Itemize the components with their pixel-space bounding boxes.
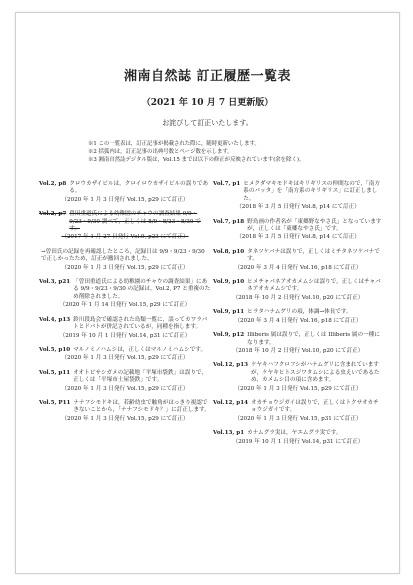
entry-text: ヒメクダマキモドキはキリギリスの仲間なので，「南方系のバッタ」を「南方系のキリギリス」に訂正しました。 (243, 181, 380, 202)
entry-ref: Vol.13, p1 (213, 430, 245, 437)
correction-entry (39, 317, 211, 340)
correction-entry (213, 362, 383, 393)
entry-text: ケヤキハフクロフシがハナムグリに含まれていますが，ケヤキヒトスジワタムシによる虫えいであるため，カメムシ目の項に含めます。 (251, 362, 380, 384)
entry-date: （2018 年 3 月 5 日発行 Vol.8, p14 にて訂正） (236, 234, 360, 241)
page-subtitle: （2021 年 10 月 7 日更新版） (141, 98, 274, 108)
entry-text: 野鳥画の作者名が「東郷野なやさ氏」となっていますが，正しくは「東郷なやさ氏」です。 (247, 218, 382, 233)
entry-text: オカチョウジガイは誤りで，正しくはトクサオカチョウジガイです。 (251, 399, 379, 414)
entry-date: （2020 年 1 月 3 日発行 Vol.15, p29 にて訂正） (61, 196, 189, 203)
entry-date: （2017 年 1 月 27 日発行 Vol.9, p23 にて訂正） (61, 234, 189, 241)
correction-entry (39, 400, 211, 423)
right-column (213, 181, 383, 453)
correction-entry (39, 279, 211, 310)
entry-date: （2020 年 1 月 3 日発行 Vol.15, p29 にて訂正） (234, 385, 362, 392)
entry-ref: Vol.5, P11 (39, 399, 71, 406)
entry-text: ナナフシモドキは，若齢幼虫で触角がはっきり視認できないことから，「ナナフシモドキ？」に訂正します。 (73, 399, 210, 414)
entry-ref: Vol.5, p10 (39, 346, 71, 353)
correction-entry (213, 249, 383, 272)
note-1: ※1 この一覧表は，訂正記事が掲載された際に，随時更新いたします。 (88, 141, 260, 147)
entry-date: （2020 年 1 月 14 日発行 Vol.15, p29 にて訂正） (59, 302, 191, 309)
entry-ref: Vol.7, p1 (213, 181, 241, 187)
entry-ref: Vol.12, p13 (213, 362, 249, 369)
left-column (39, 181, 211, 430)
entry-text: →曽田氏の記録を再確認したところ，記録日は 9/9・9/23・9/30 で正しかったため，訂正が撤回されました。 (41, 248, 205, 263)
entry-text: ヒラタハナムグリの項，体調→体長です。 (247, 309, 352, 316)
entry-text: オオトビサシガメの記載地「平塚市袋鉄」は誤りで，正しくは「平塚市土屋袋鉄」です。 (73, 369, 207, 384)
entry-date: （2020 年 3 月 4 日発行 Vol.16, p18 にて訂正） (234, 264, 362, 271)
entry-ref: Vol.5, p11 (39, 369, 71, 376)
entry-date: （2020 年 1 月 3 日発行 Vol.15, p29 にて訂正） (61, 355, 189, 362)
correction-entry (213, 309, 383, 325)
entry-text: マルノミノハムシは，正しくはマルノミハムシです。 (73, 346, 207, 353)
entry-text: 曽田重道氏による幼稚園のチャウの調査結果 9/9・9/23・9/30 調べて，正しくは 8/9・8/23・8/30 です。 (69, 211, 201, 233)
entry-text: Illiberis 属は誤りで，正しくは Illiberis 属の一種になります。 (247, 332, 380, 346)
entry-date: （2020 年 3 月 4 日発行 Vol.16, p18 にて訂正） (234, 317, 362, 324)
entry-date: （2019 年 10 月 1 日発行 Vol.14, p31 にて訂正） (232, 438, 364, 445)
entry-date: （2020 年 1 月 3 日発行 Vol.15, p29 にて訂正） (61, 264, 189, 271)
note-2: ※2 括弧内は，訂正記事の出典号数とページ数を示します。 (88, 149, 233, 155)
entry-ref: Vol.12, p14 (213, 399, 249, 406)
entry-ref: Vol.9, p12 (213, 332, 245, 339)
correction-entry (213, 332, 383, 355)
entry-date: （2020 年 1 月 3 日発行 Vol.15, p31 にて訂正） (234, 415, 362, 422)
entry-text: タネツケバナは誤りで，正しくはミチタネツケバナです。 (247, 248, 380, 263)
entry-ref: Vol.2, p7 (39, 211, 67, 218)
entry-ref: Vol.3, p21 (39, 279, 71, 286)
entry-ref: Vol.8, p10 (213, 248, 245, 255)
entry-date: （2020 年 1 月 3 日発行 Vol.15, p29 にて訂正） (61, 415, 189, 422)
entry-date: （2018 年 10 月 2 日発行 Vol.10, p20 にて訂正） (232, 347, 364, 354)
entry-text: 「曽田重道氏による幼稚園のチャウの調査結果」にある 9/9・9/23・9/30 の記録は，Vol.2, P7 と重複のため削除されました。 (73, 279, 211, 300)
correction-entry-followup (39, 249, 211, 272)
correction-entry (213, 430, 383, 446)
entry-date: （2019 年 10 月 1 日発行 Vol.14, p31 にて訂正） (59, 332, 191, 339)
notes-block (88, 140, 388, 164)
entry-text: ヒメチャバネアオカメムシは誤りで，正しくはチャバネアオカメムシです。 (247, 279, 381, 293)
entry-text: クロウカザイビルは，クロイロウカザイビルの誤りである。 (69, 181, 209, 195)
correction-entry (213, 219, 383, 242)
entry-ref: Vol.9, p11 (213, 309, 245, 316)
note-3: ※3 湘南自然誌デジタル版は，Vol.15 までは以下の修正が反映されています(余を除く)。 (88, 157, 305, 163)
correction-entry (213, 279, 383, 302)
entry-ref: Vol.7, p18 (213, 218, 245, 225)
entry-text: 鈴川段島会で確認された鳥類一覧に，誤ってカワラバトとドバトが併記されているが，同種を指します。 (73, 316, 208, 331)
page-title: 湘南自然誌 訂正履歴一覧表 (123, 69, 292, 84)
entry-date: （2018 年 3 月 5 日発行 Vol.8, p14 にて訂正） (236, 204, 360, 211)
entry-date: （2018 年 10 月 2 日発行 Vol.10, p20 にて訂正） (232, 294, 364, 301)
correction-entry (39, 181, 211, 204)
document-page (15, 12, 400, 574)
entry-ref: Vol.2, p8 (39, 181, 67, 187)
correction-entry (39, 347, 211, 363)
entry-ref: Vol.4, p13 (39, 316, 71, 323)
entry-date: （2020 年 1 月 3 日発行 Vol.15, p29 にて訂正） (61, 385, 189, 392)
correction-entry (213, 400, 383, 423)
apology-text: お詫びして訂正いたします。 (162, 119, 253, 127)
correction-entry (213, 181, 383, 212)
entry-ref: Vol.9, p10 (213, 279, 245, 286)
entry-text: カナムグラ実は，ヤエムグラ実です。 (247, 430, 342, 437)
correction-entry-struck (39, 211, 211, 242)
correction-entry (39, 370, 211, 393)
